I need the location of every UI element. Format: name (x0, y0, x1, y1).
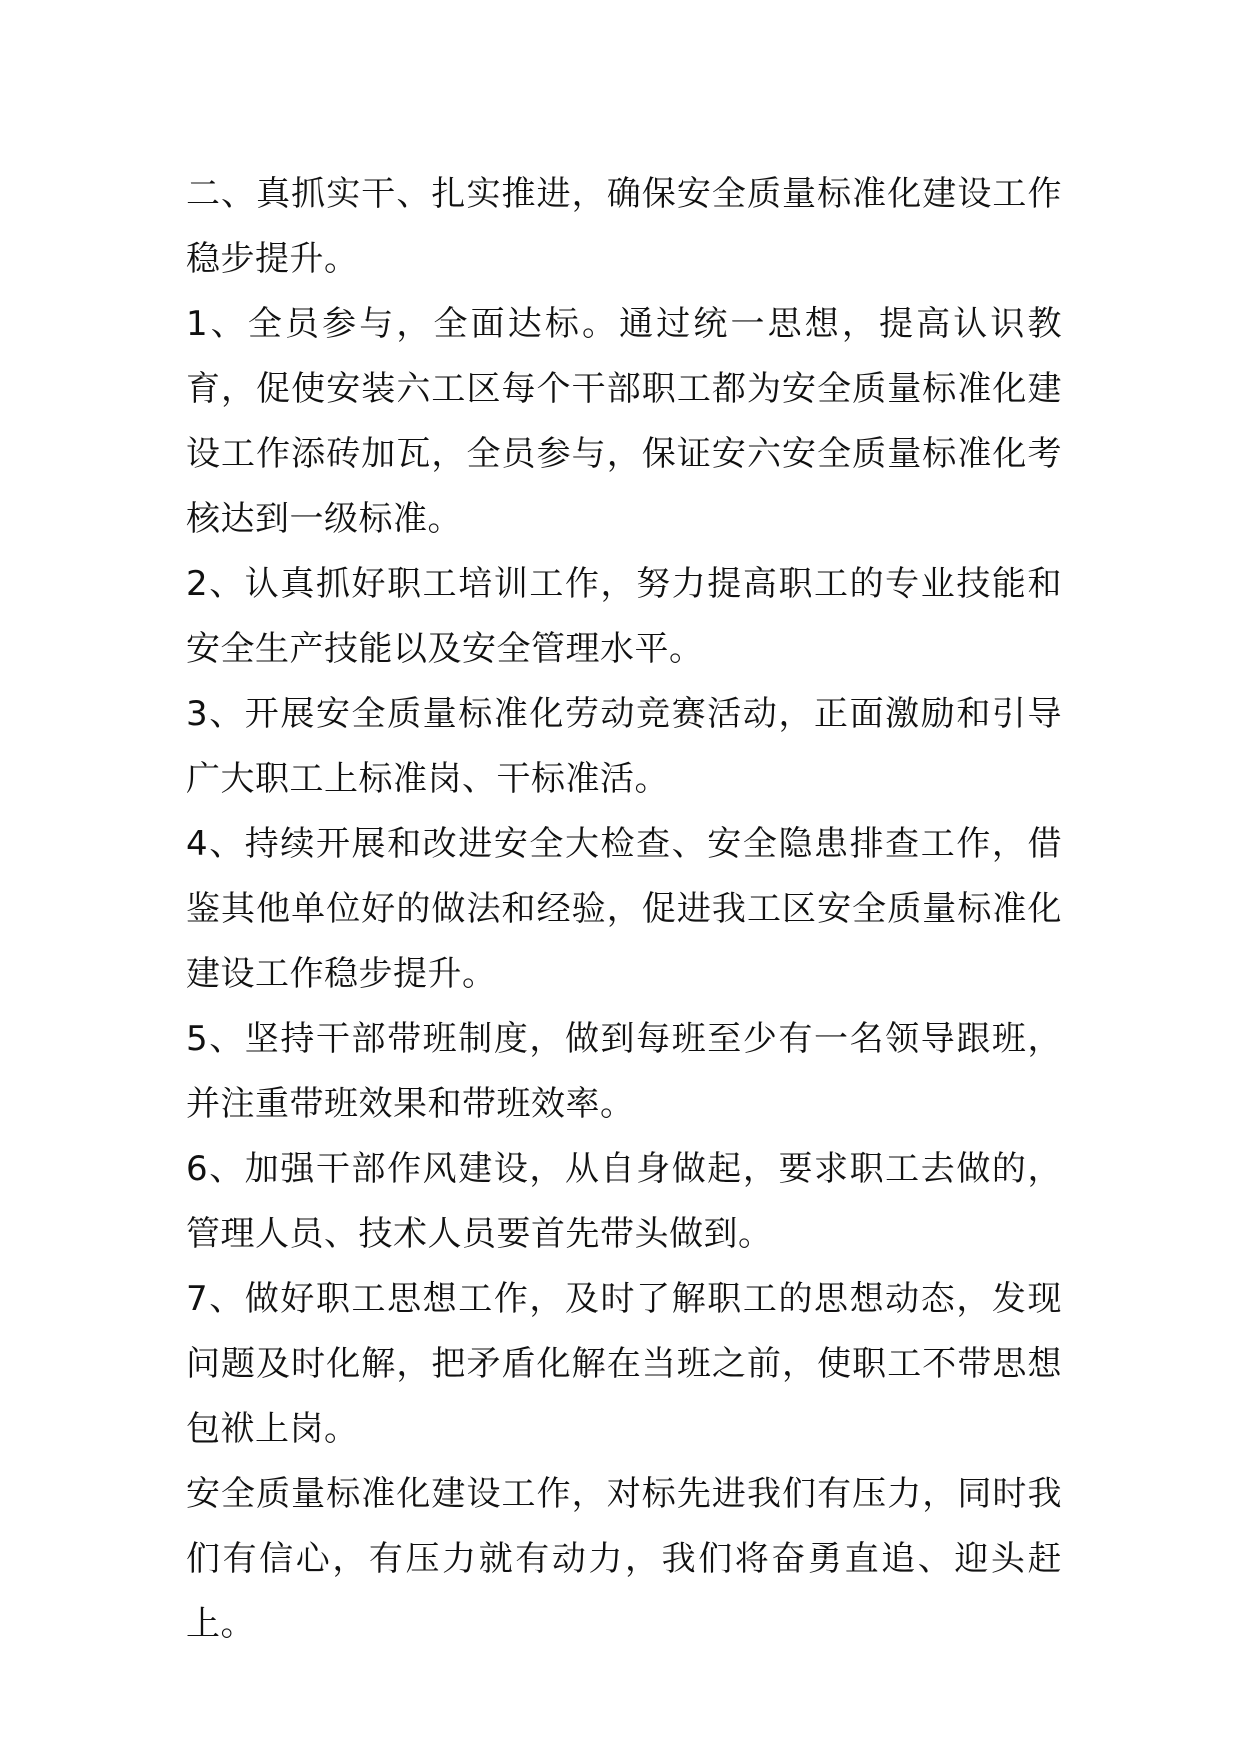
list-item: 5、坚持干部带班制度，做到每班至少有一名领导跟班，并注重带班效果和带班效率。 (186, 1019, 1062, 1124)
list-item: 6、加强干部作风建设，从自身做起，要求职工去做的，管理人员、技术人员要首先带头做到。 (186, 1149, 1062, 1254)
list-item: 2、认真抓好职工培训工作，努力提高职工的专业技能和安全生产技能以及安全管理水平。 (186, 564, 1062, 669)
closing-paragraph: 安全质量标准化建设工作，对标先进我们有压力，同时我们有信心，有压力就有动力，我们将奋勇直追、迎头赶上。 (186, 1474, 1062, 1644)
document-body (186, 162, 1062, 1657)
section-heading: 二、真抓实干、扎实推进，确保安全质量标准化建设工作稳步提升。 (186, 174, 1062, 279)
list-item: 4、持续开展和改进安全大检查、安全隐患排查工作，借鉴其他单位好的做法和经验，促进我工区安全质量标准化建设工作稳步提升。 (186, 824, 1062, 994)
list-item: 3、开展安全质量标准化劳动竞赛活动，正面激励和引导广大职工上标准岗、干标准活。 (186, 694, 1062, 799)
list-item: 7、做好职工思想工作，及时了解职工的思想动态，发现问题及时化解，把矛盾化解在当班之前，使职工不带思想包袱上岗。 (186, 1279, 1062, 1449)
list-item: 1、全员参与，全面达标。通过统一思想，提高认识教育，促使安装六工区每个干部职工都为安全质量标准化建设工作添砖加瓦，全员参与，保证安六安全质量标准化考核达到一级标准。 (186, 304, 1062, 539)
